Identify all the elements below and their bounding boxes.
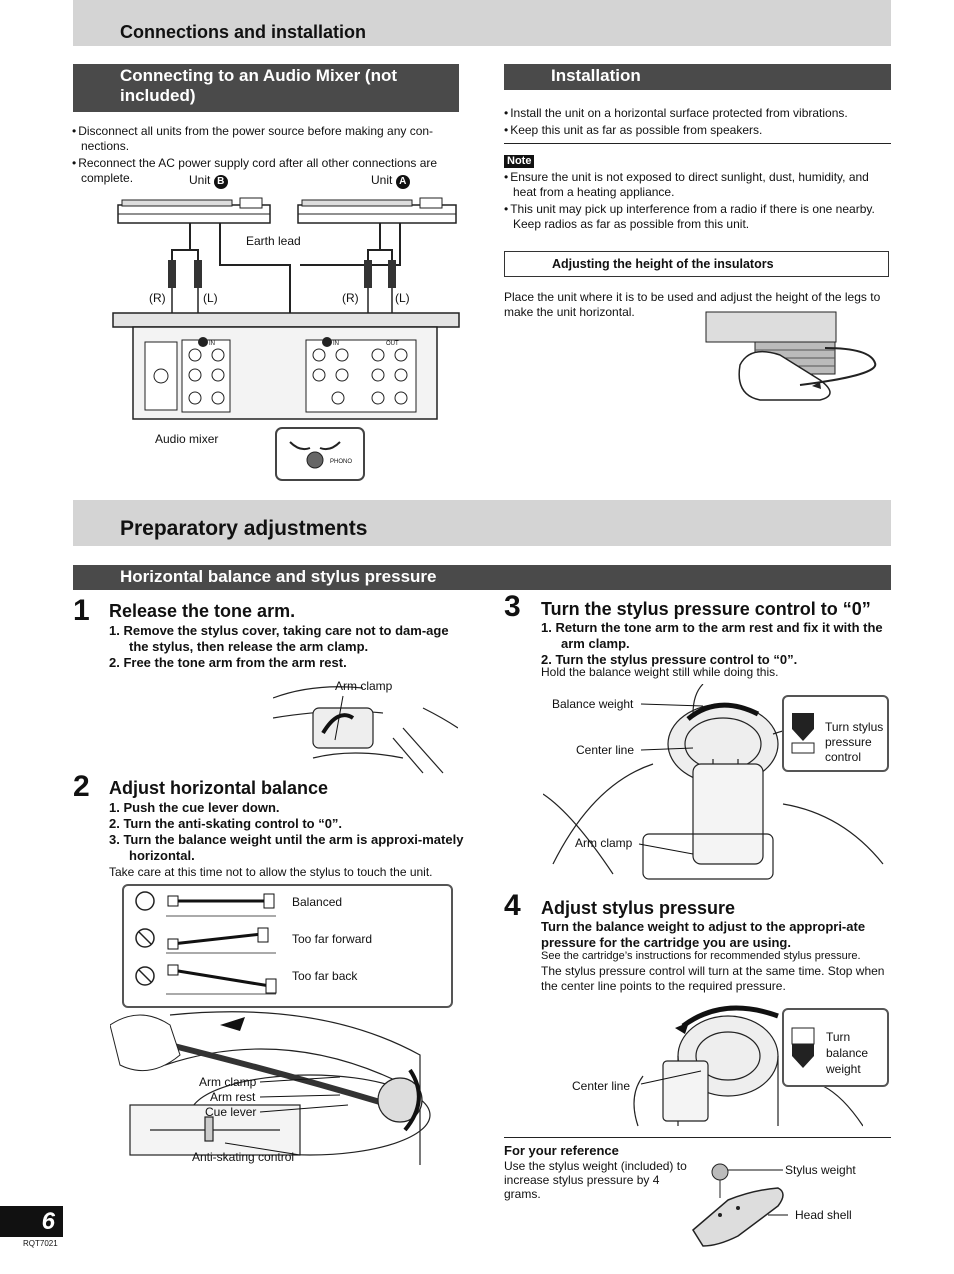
head-shell-illustration xyxy=(688,1160,788,1252)
mixer-bullet: • Disconnect all units from the power source before making any con-nections. xyxy=(72,124,462,154)
insulator-text: Place the unit where it is to be used and adjust the height of the legs to make the unit horizontal. xyxy=(504,290,881,319)
label-arm-rest: Arm rest xyxy=(210,1090,256,1104)
installation-bullet: • Install the unit on a horizontal surface protected from vibrations. xyxy=(504,106,892,121)
label-arm-clamp-3: Arm clamp xyxy=(575,836,633,850)
step-3-number: 3 xyxy=(504,590,521,623)
step-4-substeps xyxy=(541,919,891,951)
label-earth-lead: Earth lead xyxy=(246,234,301,248)
step-1-number: 1 xyxy=(73,594,90,627)
section-band-preparatory xyxy=(73,500,891,546)
step-4-title: Adjust stylus pressure xyxy=(541,898,736,918)
step-2-note: Take care at this time not to allow the stylus to touch the unit. xyxy=(109,865,433,879)
step-2-substep: 1. Push the cue lever down. xyxy=(109,800,280,815)
installation-bullets xyxy=(504,106,892,140)
label-unit-a: Unit A xyxy=(371,173,410,189)
label-arm-clamp-1: Arm clamp xyxy=(335,679,393,693)
header-balance: Horizontal balance and stylus pressure xyxy=(73,565,891,590)
step-3-substep: 2. Turn the stylus pressure control to “0”. xyxy=(541,652,798,667)
step-2-substeps xyxy=(109,800,464,864)
section-title-preparatory: Preparatory adjustments xyxy=(120,517,368,540)
page-number: 6 xyxy=(41,1208,55,1235)
unit-a-badge: A xyxy=(396,175,410,189)
insulator-illustration xyxy=(700,310,890,405)
installation-bullet: • Keep this unit as far as possible from speakers. xyxy=(504,123,892,138)
reference-divider xyxy=(504,1137,891,1138)
step-2-number: 2 xyxy=(73,770,90,803)
label-out: OUT xyxy=(386,341,399,347)
label-l-right: (L) xyxy=(395,291,410,305)
label-stylus-weight: Stylus weight xyxy=(785,1163,856,1177)
label-r-right: (R) xyxy=(342,291,359,305)
balance-knob-icon xyxy=(788,1026,820,1070)
step-1-substep: 2. Free the tone arm from the arm rest. xyxy=(109,655,347,670)
step-1-substep: 1. Remove the stylus cover, taking care not to dam-age the stylus, then release the arm clamp. xyxy=(109,623,449,654)
label-phono: PHONO xyxy=(330,459,353,465)
note-bullets xyxy=(504,170,892,234)
note-bullet: • Ensure the unit is not exposed to direct sunlight, dust, humidity, and heat from a heating appliance. xyxy=(504,170,892,200)
label-balance-weight-3: Balance weight xyxy=(552,697,634,711)
step-4-substep: Turn the balance weight to adjust to the appropri-ate pressure for the cartridge you are using. xyxy=(541,919,866,950)
step-4-note-small: See the cartridge’s instructions for recommended stylus pressure. xyxy=(541,950,861,962)
label-in-b: IN xyxy=(209,341,215,347)
label-l-left: (L) xyxy=(203,291,218,305)
label-r-left: (R) xyxy=(149,291,166,305)
label-center-line-4: Center line xyxy=(572,1079,631,1093)
unit-b-badge: B xyxy=(214,175,228,189)
insulator-box: Adjusting the height of the insulators xyxy=(504,251,889,277)
page-number-badge xyxy=(0,1206,63,1237)
step-2-title: Adjust horizontal balance xyxy=(109,778,329,798)
label-too-far-back: Too far back xyxy=(292,969,358,983)
document-code: RQT7021 xyxy=(23,1239,58,1248)
section-title-connections: Connections and installation xyxy=(120,22,367,42)
step-3-title: Turn the stylus pressure control to “0” xyxy=(541,599,871,619)
label-balanced: Balanced xyxy=(292,895,343,909)
turntable-unit-a xyxy=(298,198,456,223)
label-audio-mixer: Audio mixer xyxy=(155,432,219,446)
label-anti-skating: Anti-skating control xyxy=(192,1150,295,1164)
phono-jack-detail xyxy=(276,428,364,480)
step-1-title: Release the tone arm. xyxy=(109,601,296,621)
section-band-connections xyxy=(73,0,891,46)
turntable-arm-illustration xyxy=(110,1005,462,1165)
label-center-line-3: Center line xyxy=(576,743,635,757)
step-2-substep: 2. Turn the anti-skating control to “0”. xyxy=(109,816,343,831)
step-4-note: The stylus pressure control will turn at the same time. Stop when the center line points to the required pressure. xyxy=(541,964,885,993)
reference-title: For your reference xyxy=(504,1143,619,1158)
pressure-knob-icon xyxy=(788,711,820,755)
stylus-weight-icon xyxy=(712,1164,728,1180)
label-unit-b: Unit B xyxy=(189,173,228,189)
label-turn-balance: Turn balance weight xyxy=(826,1030,869,1076)
step-3-substep: 1. Return the tone arm to the arm rest and fix it with the arm clamp. xyxy=(541,620,883,651)
note-badge: Note xyxy=(504,155,534,168)
label-head-shell: Head shell xyxy=(795,1208,852,1222)
installation-divider xyxy=(504,143,891,144)
turntable-unit-b xyxy=(118,198,270,223)
step-3-substeps xyxy=(541,620,891,668)
label-too-far-forward: Too far forward xyxy=(292,932,373,946)
balance-states-diagram xyxy=(130,888,290,1003)
header-installation: Installation xyxy=(504,64,891,90)
label-arm-clamp-2: Arm clamp xyxy=(199,1075,257,1089)
audio-mixer-body xyxy=(113,313,459,419)
step-1-substeps xyxy=(109,623,464,671)
step-3-note: Hold the balance weight still while doing this. xyxy=(541,665,779,679)
reference-text: Use the stylus weight (included) to increase stylus pressure by 4 grams. xyxy=(504,1159,687,1201)
ok-circle-icon xyxy=(136,892,154,910)
header-mixer: Connecting to an Audio Mixer (not included) xyxy=(73,64,459,112)
label-turn-stylus: Turn stylus pressure control xyxy=(825,720,884,764)
step-2-substep: 3. Turn the balance weight until the arm is approxi-mately horizontal. xyxy=(109,832,464,863)
note-bullet: • This unit may pick up interference from a radio if there is one nearby. Keep radios as far as possible from this unit. xyxy=(504,202,892,232)
label-cue-lever: Cue lever xyxy=(205,1105,257,1119)
label-in-a: IN xyxy=(333,341,339,347)
step-4-number: 4 xyxy=(504,889,521,922)
mixer-bullet: • Reconnect the AC power supply cord after all other connections are complete. xyxy=(72,156,462,186)
